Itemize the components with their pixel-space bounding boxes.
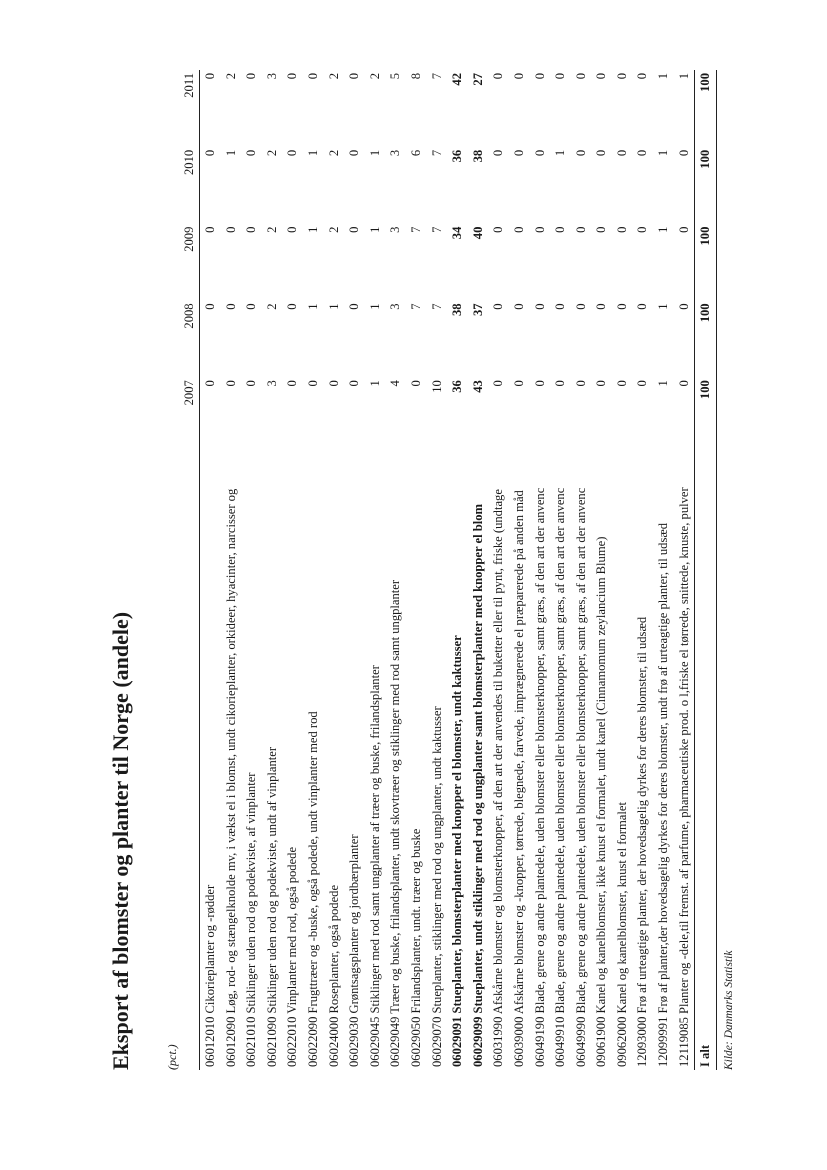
product-label: 06029030 Grøntsagsplanter og jordbærplanter xyxy=(347,834,362,1067)
share-value: 3 xyxy=(388,303,403,310)
table-row xyxy=(406,70,427,1070)
year-header: 2008 xyxy=(180,300,200,377)
product-label: 06029045 Stiklinger med rod samt ungplanter af træer og buske, frilandsplanter xyxy=(367,665,382,1067)
share-value: 0 xyxy=(511,149,526,157)
share-value: 0 xyxy=(244,149,259,157)
share-value: 38 xyxy=(470,149,485,163)
share-value: 1 xyxy=(656,149,671,157)
table-row xyxy=(509,70,530,1070)
share-value: 0 xyxy=(676,149,691,157)
table-row xyxy=(385,70,406,1070)
share-value: 0 xyxy=(594,149,609,157)
export-share-table xyxy=(180,70,717,1070)
product-label: 06022090 Frugttræer og -buske, også podede, undt vinplanter med rod xyxy=(305,711,320,1067)
product-label: 09061900 Kanel og kanelblomster, ikke knust el formalet, undt kanel (Cinnamomum zeylancium Blume) xyxy=(594,536,609,1067)
share-value: 4 xyxy=(388,380,403,387)
share-value: 0 xyxy=(285,380,300,387)
product-label: 06039000 Afskårne blomster og -knopper, tørrede, blegnede, farvede, imprægnerede el præparerede på anden måd xyxy=(511,490,526,1067)
total-value: 100 xyxy=(695,377,717,454)
share-value: 0 xyxy=(532,380,547,387)
table-row xyxy=(612,70,633,1070)
source-note: Kilde: Danmarks Statistik xyxy=(723,950,735,1070)
share-value: 43 xyxy=(470,380,485,393)
share-value: 0 xyxy=(285,73,300,80)
share-value: 5 xyxy=(388,73,403,80)
table-row xyxy=(591,70,612,1070)
table-row xyxy=(262,70,283,1070)
table-row xyxy=(488,70,509,1070)
share-value: 7 xyxy=(429,73,444,80)
table-row xyxy=(447,70,468,1070)
product-label: 06012090 Løg, rod- og stængelknolde mv, i vækst el i blomst, undt cikorieplanter, orkideer, hyacinter, narcisser og xyxy=(223,488,238,1067)
total-value: 100 xyxy=(695,300,717,377)
share-value: 0 xyxy=(285,149,300,157)
total-value: 100 xyxy=(695,224,717,301)
table-row xyxy=(241,70,262,1070)
share-value: 0 xyxy=(203,303,217,310)
share-value: 0 xyxy=(491,303,506,310)
share-value: 42 xyxy=(450,73,465,86)
share-value: 0 xyxy=(676,303,691,310)
product-label: 06029099 Stueplanter, undt stiklinger med rod og ungplanter samt blomsterplanter med knopper el blom xyxy=(470,503,485,1067)
share-value: 38 xyxy=(450,303,465,316)
share-value: 0 xyxy=(532,149,547,157)
share-value: 0 xyxy=(347,73,362,80)
share-value: 0 xyxy=(347,226,362,233)
share-value: 0 xyxy=(491,149,506,157)
share-value: 10 xyxy=(429,380,444,393)
table-row xyxy=(427,70,448,1070)
table-row xyxy=(365,70,386,1070)
total-row xyxy=(695,70,717,1070)
share-value: 0 xyxy=(635,73,650,80)
share-value: 0 xyxy=(203,226,217,233)
product-label: 06029049 Træer og buske, frilandsplanter, undt skovtræer og stiklinger med rod samt ungplanter xyxy=(388,579,403,1067)
share-value: 0 xyxy=(573,226,588,233)
table-row xyxy=(653,70,674,1070)
share-value: 3 xyxy=(264,73,279,80)
table-row xyxy=(632,70,653,1070)
table-row xyxy=(221,70,242,1070)
product-label: 09062000 Kanel og kanelblomster, knust el formalet xyxy=(614,802,629,1067)
product-label: 06049910 Blade, grene og andre plantedele, uden blomster eller blomsterknopper, samt græs, af den art der anvenc xyxy=(553,487,568,1067)
share-value: 7 xyxy=(408,303,423,310)
product-label: 06049190 Blade, grene og andre plantedele, uden blomster eller blomsterknopper, samt græs, af den art der anvenc xyxy=(532,487,547,1067)
share-value: 0 xyxy=(614,73,629,80)
share-value: 2 xyxy=(264,226,279,233)
share-value: 2 xyxy=(326,149,341,157)
share-value: 0 xyxy=(491,380,506,387)
product-label: 12119085 Planter og -dele,til fremst. af parfume, pharmaceutiske prod. o l,friske el tørrede, snittede, knuste, pulver xyxy=(676,487,691,1067)
share-value: 1 xyxy=(656,73,671,80)
share-value: 0 xyxy=(244,380,259,387)
share-value: 0 xyxy=(511,380,526,387)
share-value: 0 xyxy=(203,73,217,80)
share-value: 0 xyxy=(223,303,238,310)
table-row xyxy=(530,70,551,1070)
share-value: 0 xyxy=(614,303,629,310)
share-value: 1 xyxy=(305,226,320,233)
product-label: 06021010 Stiklinger uden rod og podekviste, af vinplanter xyxy=(244,772,259,1067)
unit-label: (pct.) xyxy=(165,1044,179,1070)
share-value: 1 xyxy=(305,303,320,310)
share-value: 0 xyxy=(223,226,238,233)
share-value: 0 xyxy=(676,226,691,233)
share-value: 3 xyxy=(388,226,403,233)
share-value: 1 xyxy=(656,226,671,233)
share-value: 0 xyxy=(511,303,526,310)
share-value: 0 xyxy=(594,380,609,387)
share-value: 1 xyxy=(367,380,382,387)
share-value: 2 xyxy=(326,226,341,233)
share-value: 1 xyxy=(553,149,568,157)
share-value: 1 xyxy=(305,149,320,157)
share-value: 0 xyxy=(408,380,423,387)
share-value: 0 xyxy=(635,149,650,157)
share-value: 0 xyxy=(635,226,650,233)
share-value: 1 xyxy=(367,149,382,157)
share-value: 0 xyxy=(491,226,506,233)
share-value: 36 xyxy=(450,380,465,393)
product-label: 06031990 Afskårne blomster og blomsterknopper, af den art der anvendes til buketter eller til pynt, friske (undtage xyxy=(491,489,506,1067)
share-value: 2 xyxy=(264,303,279,310)
product-label: 06021090 Stiklinger uden rod og podekviste, undt af vinplanter xyxy=(264,746,279,1067)
share-value: 0 xyxy=(223,380,238,387)
share-value: 0 xyxy=(553,73,568,80)
table-row xyxy=(200,70,221,1070)
year-header: 2010 xyxy=(180,147,200,224)
share-value: 2 xyxy=(367,73,382,80)
product-label: 06029050 Frilandsplanter, undt. træer og buske xyxy=(408,828,423,1067)
header-label-cell xyxy=(180,454,200,1070)
product-label: 06012010 Cikorieplanter og -rødder xyxy=(203,884,217,1067)
share-value: 0 xyxy=(594,303,609,310)
share-value: 0 xyxy=(614,149,629,157)
share-value: 7 xyxy=(408,226,423,233)
table-row xyxy=(324,70,345,1070)
share-value: 0 xyxy=(594,73,609,80)
share-value: 1 xyxy=(223,149,238,157)
share-value: 2 xyxy=(326,73,341,80)
header-row xyxy=(180,70,200,1070)
product-label: 06029091 Stueplanter, blomsterplanter med knopper el blomster, undt kaktusser xyxy=(450,635,465,1067)
total-value: 100 xyxy=(695,70,717,147)
share-value: 0 xyxy=(573,303,588,310)
share-value: 0 xyxy=(244,73,259,80)
share-value: 0 xyxy=(573,73,588,80)
table-row xyxy=(282,70,303,1070)
share-value: 0 xyxy=(244,303,259,310)
product-label: 12099991 Frø af planter,der hovedsagelig dyrkes for deres blomster, undt frø af urteagtige planter, til udsæd xyxy=(656,522,671,1067)
share-value: 27 xyxy=(470,73,485,86)
share-value: 0 xyxy=(285,303,300,310)
share-value: 0 xyxy=(614,226,629,233)
share-value: 6 xyxy=(408,149,423,157)
share-value: 0 xyxy=(347,380,362,387)
share-value: 0 xyxy=(511,73,526,80)
share-value: 0 xyxy=(573,380,588,387)
share-value: 8 xyxy=(408,73,423,80)
table-row xyxy=(674,70,695,1070)
share-value: 0 xyxy=(553,380,568,387)
share-value: 2 xyxy=(223,73,238,80)
table-row xyxy=(303,70,324,1070)
product-label: 06024000 Roseplanter, også podede xyxy=(326,884,341,1067)
report-title: Eksport af blomster og planter til Norge (andele) xyxy=(108,611,133,1070)
product-label: 06049990 Blade, grene og andre plantedele, uden blomster eller blomsterknopper, samt græs, af den art der anvenc xyxy=(573,487,588,1067)
share-value: 7 xyxy=(429,303,444,310)
share-value: 0 xyxy=(305,380,320,387)
share-value: 0 xyxy=(573,149,588,157)
share-value: 0 xyxy=(305,73,320,80)
share-value: 0 xyxy=(244,226,259,233)
share-value: 1 xyxy=(656,380,671,387)
product-label: 12093000 Frø af urteagtige planter, der hovedsagelig dyrkes for deres blomster, til udsæd xyxy=(635,616,650,1067)
table-row xyxy=(571,70,592,1070)
share-value: 0 xyxy=(553,303,568,310)
product-label: 06029070 Stueplanter, stiklinger med rod og ungplanter, undt kaktusser xyxy=(429,706,444,1067)
share-value: 0 xyxy=(614,380,629,387)
share-value: 34 xyxy=(450,226,465,240)
share-value: 7 xyxy=(429,226,444,233)
share-value: 0 xyxy=(203,380,217,387)
share-value: 40 xyxy=(470,226,485,240)
share-value: 2 xyxy=(264,149,279,157)
share-value: 3 xyxy=(264,380,279,387)
share-value: 0 xyxy=(553,226,568,233)
product-label: 06022010 Vinplanter med rod, også podede xyxy=(285,846,300,1067)
table-row xyxy=(468,70,489,1070)
share-value: 3 xyxy=(388,149,403,157)
table-row xyxy=(550,70,571,1070)
share-value: 0 xyxy=(511,226,526,233)
total-value: 100 xyxy=(695,147,717,224)
year-header: 2009 xyxy=(180,224,200,301)
year-header: 2011 xyxy=(180,70,200,147)
share-value: 0 xyxy=(635,303,650,310)
share-value: 37 xyxy=(470,303,485,316)
share-value: 7 xyxy=(429,149,444,157)
share-value: 0 xyxy=(285,226,300,233)
share-value: 1 xyxy=(326,303,341,310)
share-value: 0 xyxy=(676,380,691,387)
share-value: 36 xyxy=(450,149,465,163)
share-value: 1 xyxy=(656,303,671,310)
table-row xyxy=(344,70,365,1070)
share-value: 0 xyxy=(532,73,547,80)
year-header: 2007 xyxy=(180,377,200,454)
share-value: 0 xyxy=(532,226,547,233)
total-label: I alt xyxy=(695,454,717,1070)
share-value: 1 xyxy=(367,303,382,310)
share-value: 0 xyxy=(203,149,217,157)
share-value: 0 xyxy=(635,380,650,387)
share-value: 0 xyxy=(491,73,506,80)
share-value: 0 xyxy=(347,303,362,310)
share-value: 0 xyxy=(326,380,341,387)
share-value: 0 xyxy=(347,149,362,157)
share-value: 1 xyxy=(676,73,691,80)
share-value: 1 xyxy=(367,226,382,233)
share-value: 0 xyxy=(594,226,609,233)
share-value: 0 xyxy=(532,303,547,310)
